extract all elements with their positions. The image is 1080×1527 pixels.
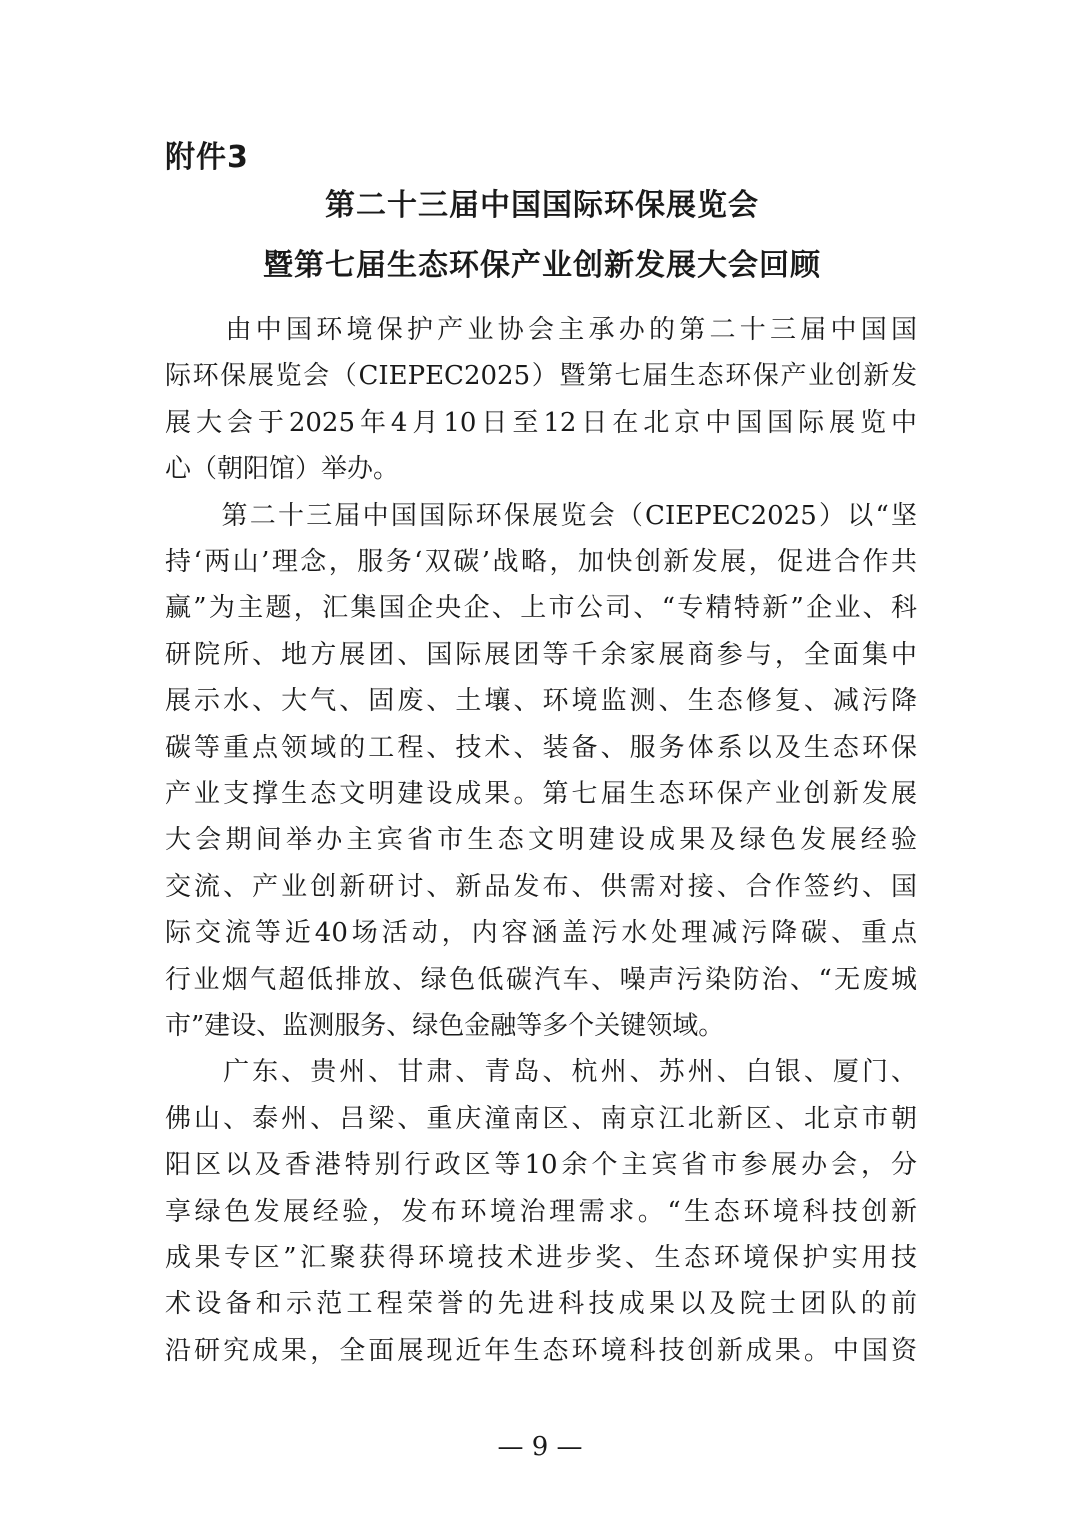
body-line: 际交流等近40场活动，内容涵盖污水处理减污降碳、重点 xyxy=(165,918,917,949)
body-line: 沿研究成果，全面展现近年生态环境科技创新成果。中国资 xyxy=(165,1335,917,1366)
title-line-2: 暨第七届生态环保产业创新发展大会回顾 xyxy=(263,248,821,283)
body-line: 广东、贵州、甘肃、青岛、杭州、苏州、白银、厦门、 xyxy=(165,1057,917,1088)
body-line: 碳等重点领域的工程、技术、装备、服务体系以及生态环保 xyxy=(165,732,917,763)
body-line: 际环保展览会（CIEPEC2025）暨第七届生态环保产业创新发 xyxy=(165,361,917,392)
body-line: 展大会于2025年4月10日至12日在北京中国国际展览中 xyxy=(165,407,917,438)
title-line-1: 第二十三届中国国际环保展览会 xyxy=(325,188,759,223)
body-line: 心（朝阳馆）举办。 xyxy=(165,454,400,485)
body-line: 产业支撑生态文明建设成果。第七届生态环保产业创新发展 xyxy=(165,779,917,809)
attachment-label: 附件3 xyxy=(165,140,249,175)
body-line: 赢”为主题，汇集国企央企、上市公司、“专精特新”企业、科 xyxy=(165,593,917,624)
body-line: 行业烟气超低排放、绿色低碳汽车、噪声污染防治、“无废城 xyxy=(165,964,917,995)
body-line: 术设备和示范工程荣誉的先进科技成果以及院士团队的前 xyxy=(165,1289,917,1320)
body-line: 成果专区”汇聚获得环境技术进步奖、生态环境保护实用技 xyxy=(165,1243,917,1273)
page-number: — 9 — xyxy=(497,1432,583,1462)
body-line: 研院所、地方展团、国际展团等千余家展商参与，全面集中 xyxy=(165,639,917,670)
body-line: 市”建设、监测服务、绿色金融等多个关键领域。 xyxy=(165,1011,725,1041)
body-line: 交流、产业创新研讨、新品发布、供需对接、合作签约、国 xyxy=(165,871,917,902)
body-line: 享绿色发展经验，发布环境治理需求。“生态环境科技创新 xyxy=(165,1196,917,1227)
body-line: 大会期间举办主宾省市生态文明建设成果及绿色发展经验 xyxy=(165,825,917,856)
body-line: 阳区以及香港特别行政区等10余个主宾省市参展办会，分 xyxy=(165,1150,917,1181)
body-line: 持‘两山’理念，服务‘双碳’战略，加快创新发展，促进合作共 xyxy=(165,547,917,577)
body-line: 佛山、泰州、吕梁、重庆潼南区、南京江北新区、北京市朝 xyxy=(165,1103,917,1134)
body-line: 展示水、大气、固废、土壤、环境监测、生态修复、减污降 xyxy=(165,686,917,717)
body-line: 第二十三届中国国际环保展览会（CIEPEC2025）以“坚 xyxy=(165,500,917,531)
body-line: 由中国环境保护产业协会主承办的第二十三届中国国 xyxy=(165,315,917,345)
